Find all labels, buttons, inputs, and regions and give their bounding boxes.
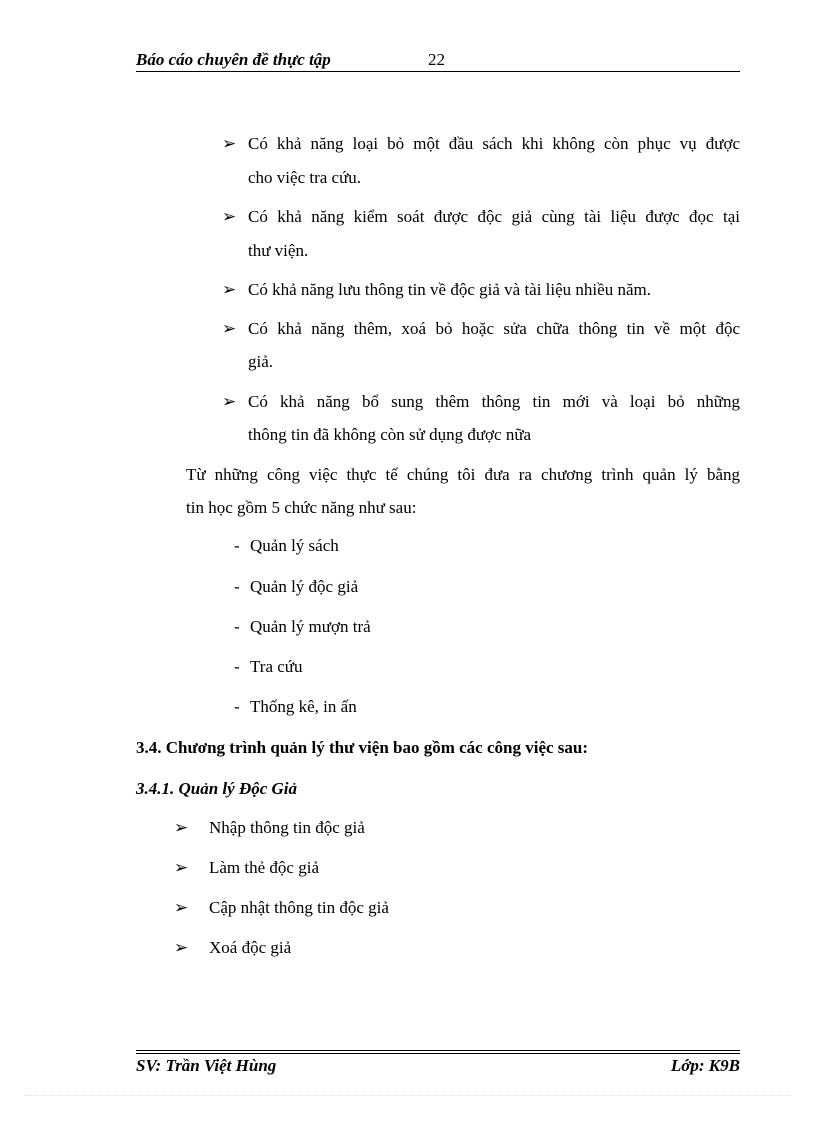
arrow-bullet-icon: ➢ bbox=[174, 938, 189, 957]
list-item-line: cho việc tra cứu. bbox=[248, 168, 362, 187]
arrow-bullet-icon: ➢ bbox=[222, 134, 237, 153]
class-label: Lớp: K9B bbox=[670, 1056, 740, 1075]
subsection-heading: 3.4.1. Quản lý Độc Giả bbox=[136, 779, 298, 798]
arrow-bullet-icon: ➢ bbox=[222, 280, 237, 299]
list-item-line: Cập nhật thông tin độc giả bbox=[209, 898, 389, 917]
header-rule bbox=[136, 71, 740, 72]
list-item-line: Có khả năng kiểm soát được độc giả cùng tài liệu được đọc tại bbox=[248, 207, 740, 226]
footer-rule bbox=[136, 1053, 740, 1054]
list-item-line: giả. bbox=[248, 352, 274, 371]
student-name: SV: Trần Việt Hùng bbox=[136, 1056, 277, 1075]
page-header bbox=[136, 46, 740, 72]
arrow-bullet-icon: ➢ bbox=[174, 898, 189, 917]
section-heading: 3.4. Chương trình quản lý thư viện bao gồm các công việc sau: bbox=[136, 738, 589, 757]
arrow-bullet-icon: ➢ bbox=[174, 818, 189, 837]
intro-paragraph-line: Từ những công việc thực tế chúng tôi đưa ra chương trình quản lý bằng bbox=[186, 465, 740, 484]
list-item-line: Có khả năng thêm, xoá bỏ hoặc sửa chữa thông tin về một độc bbox=[248, 319, 740, 338]
page-footer bbox=[136, 1046, 740, 1086]
list-item-line: Làm thẻ độc giả bbox=[209, 858, 319, 877]
report-title: Báo cáo chuyên đề thực tập bbox=[136, 50, 331, 69]
page-edge bbox=[24, 1095, 792, 1096]
arrow-bullet-icon: ➢ bbox=[222, 392, 237, 411]
intro-paragraph-line: tin học gồm 5 chức năng như sau: bbox=[186, 498, 417, 517]
footer-rule bbox=[136, 1050, 740, 1051]
list-item-line: Có khả năng bổ sung thêm thông tin mới và loại bỏ những bbox=[248, 392, 740, 411]
list-item-line: Có khả năng loại bỏ một đầu sách khi không còn phục vụ được bbox=[248, 134, 740, 153]
list-item-line: Xoá độc giả bbox=[209, 938, 292, 957]
arrow-bullet-icon: ➢ bbox=[222, 207, 237, 226]
list-item-line: thông tin đã không còn sử dụng được nữa bbox=[248, 425, 532, 444]
list-item-line: Nhập thông tin độc giả bbox=[209, 818, 365, 837]
arrow-bullet-icon: ➢ bbox=[222, 319, 237, 338]
list-item-line: Có khả năng lưu thông tin về độc giả và tài liệu nhiều năm. bbox=[248, 280, 651, 299]
arrow-bullet-icon: ➢ bbox=[174, 858, 189, 877]
page-number: 22 bbox=[428, 50, 445, 69]
list-item-line: thư viện. bbox=[248, 241, 309, 260]
